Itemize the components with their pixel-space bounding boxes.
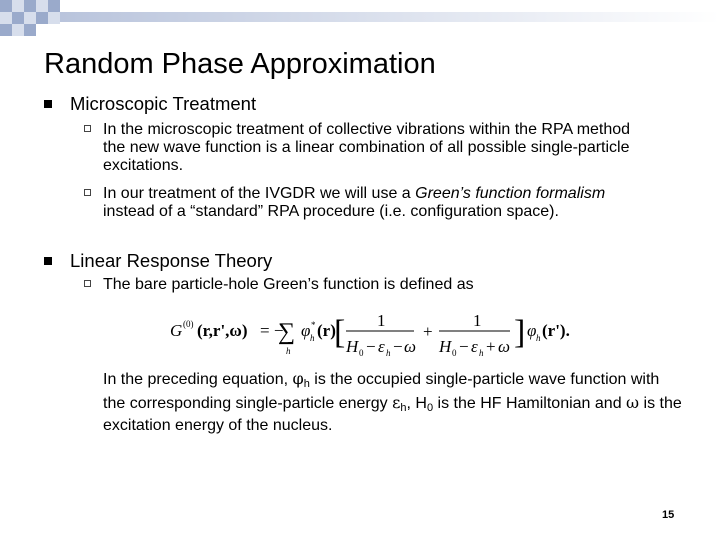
slide-title: Random Phase Approximation [44,48,436,80]
svg-text:*: * [311,320,316,330]
svg-text:H: H [346,337,359,356]
square-bullet-icon [44,100,52,108]
hollow-square-bullet-icon [84,125,91,132]
decorative-header-pattern [0,0,720,40]
svg-text:h: h [310,333,315,343]
subitem-text: The bare particle-hole Green’s function is defined as [103,276,474,293]
svg-text:ω: ω [404,337,417,356]
svg-text:+: + [486,337,496,356]
svg-text:H: H [439,337,452,356]
svg-text:−: − [459,337,469,356]
svg-text:(0): (0) [183,319,194,329]
svg-text:+: + [423,322,433,341]
bullet-label: Linear Response Theory [70,250,273,271]
svg-text:1: 1 [377,311,386,330]
equation-explanation: In the preceding equation, $\varphi_h$ is the occupied single-particle wave function with the corresponding single-particle energy $\varepsilon_h$, $H_0$ is the HF Hamiltonian and ω is the excitation energy of the nucleus. [103,369,682,434]
svg-text:1: 1 [473,311,482,330]
greens-function-equation [168,303,588,363]
svg-text:0: 0 [452,348,457,358]
svg-text:= −: = − [260,321,284,340]
svg-text:−: − [393,337,403,356]
svg-text:0: 0 [359,348,364,358]
svg-text:∑: ∑ [278,319,296,345]
svg-text:[: [ [334,314,346,351]
svg-text:h: h [479,348,484,358]
svg-text:ε: ε [378,337,385,356]
svg-text:h: h [286,346,291,356]
svg-text:(r,r',ω): (r,r',ω) [197,321,248,340]
svg-text:G: G [170,321,183,340]
svg-text:ε: ε [471,337,478,356]
svg-text:−: − [366,337,376,356]
svg-text:φ: φ [527,321,537,340]
svg-text:φ: φ [301,321,311,340]
square-bullet-icon [44,257,52,265]
subitem-text: In the microscopic treatment of collective vibrations within the RPA method the new wave function is a linear combination of all possible single-particle excitations. [103,121,631,174]
svg-text:h: h [386,348,391,358]
svg-text:h: h [536,333,541,343]
hollow-square-bullet-icon [84,189,91,196]
subitem-text: In our treatment of the IVGDR we will use a Green’s function formalism instead of a “standard” RPA procedure (i.e. configuration space). [103,185,606,220]
page-number: 15 [662,509,675,521]
svg-text:(r').: (r'). [542,321,570,340]
hollow-square-bullet-icon [84,280,91,287]
svg-text:]: ] [514,314,526,351]
svg-text:(r): (r) [317,321,336,340]
svg-text:ω: ω [498,337,511,356]
bullet-label: Microscopic Treatment [70,93,257,114]
